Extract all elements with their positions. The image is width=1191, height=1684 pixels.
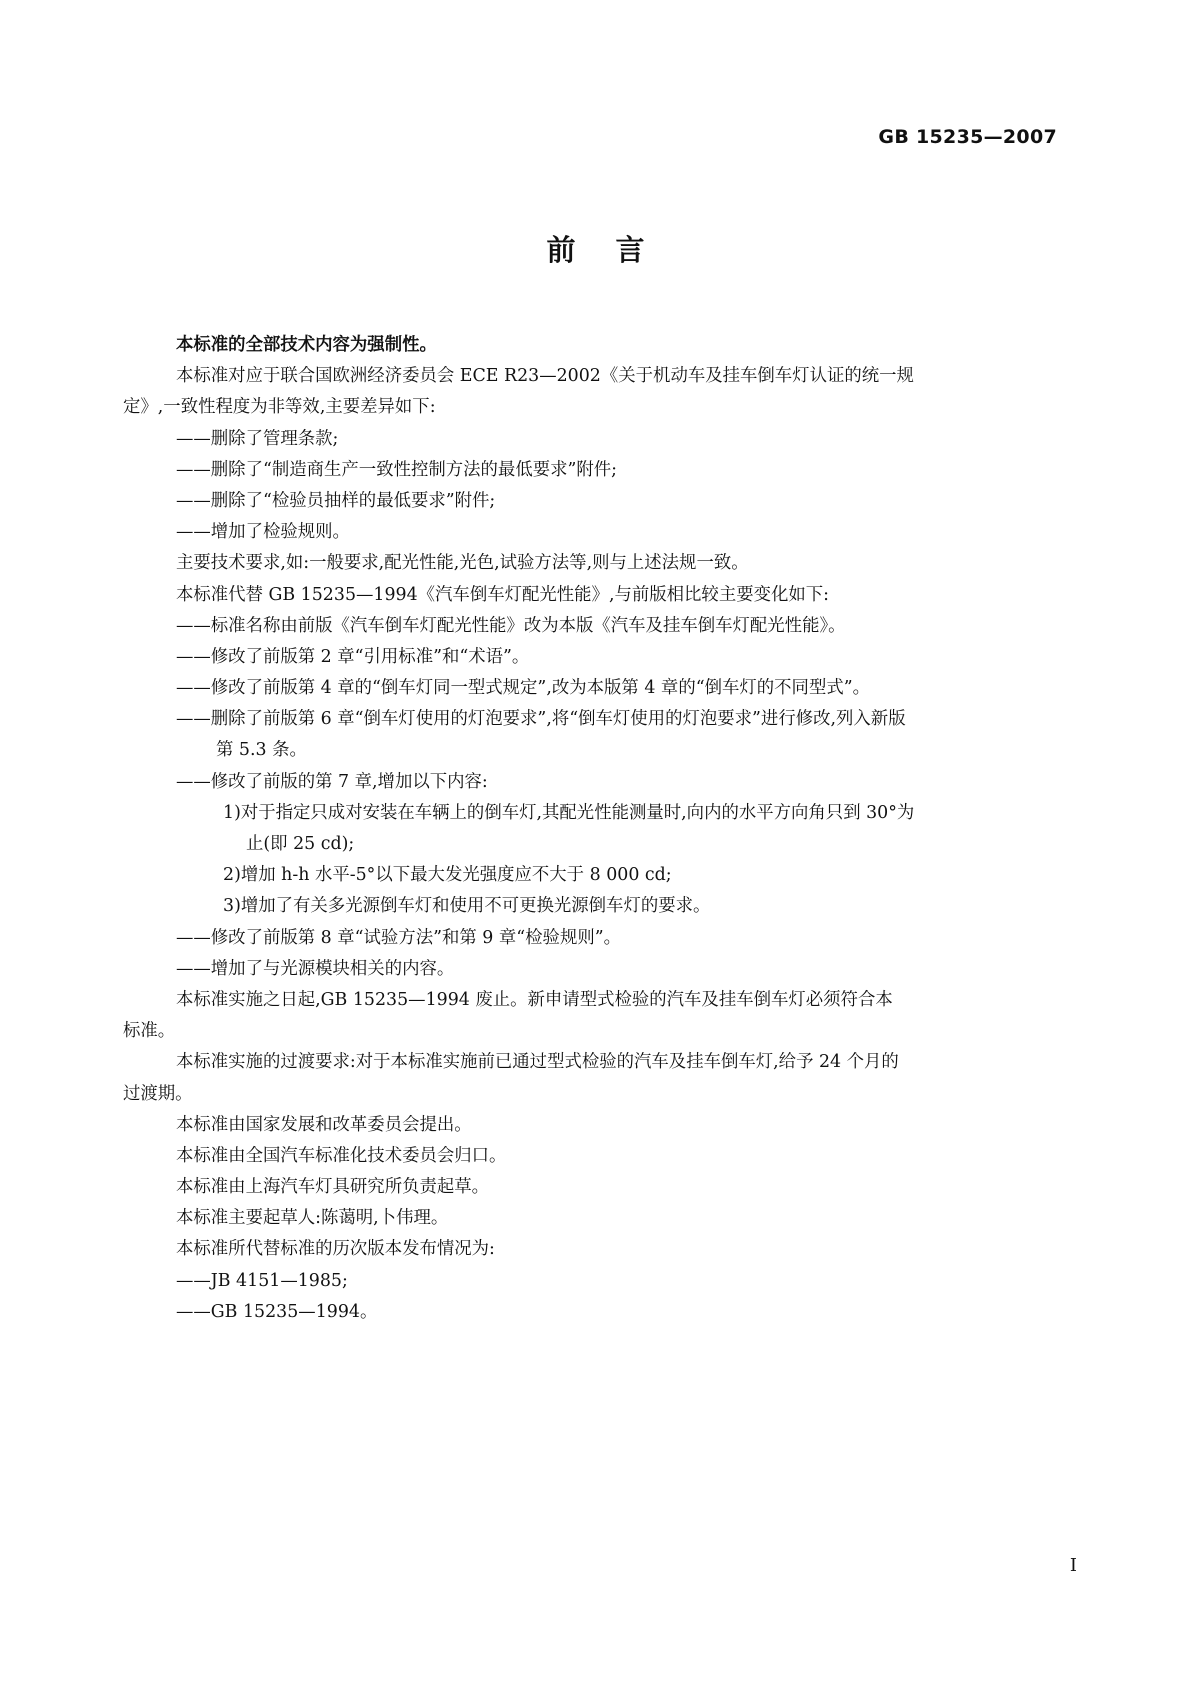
list-item: ——修改了前版的第 7 章,增加以下内容: (176, 771, 488, 792)
paragraph-line: 过渡期。 (123, 1083, 193, 1104)
list-item: ——删除了“检验员抽样的最低要求”附件; (176, 490, 496, 511)
sub-list-item: 3)增加了有关多光源倒车灯和使用不可更换光源倒车灯的要求。 (223, 896, 711, 917)
list-item-continuation: 第 5.3 条。 (216, 740, 307, 761)
list-item: ——修改了前版第 8 章“试验方法”和第 9 章“检验规则”。 (176, 927, 622, 948)
paragraph-line: 主要技术要求,如:一般要求,配光性能,光色,试验方法等,则与上述法规一致。 (176, 553, 749, 574)
list-item: ——标准名称由前版《汽车倒车灯配光性能》改为本版《汽车及挂车倒车灯配光性能》。 (176, 615, 846, 636)
list-item: ——删除了管理条款; (176, 428, 339, 449)
list-item: ——修改了前版第 2 章“引用标准”和“术语”。 (176, 646, 530, 667)
paragraph-line: 本标准的全部技术内容为强制性。 (176, 335, 437, 355)
paragraph-line: 本标准所代替标准的历次版本发布情况为: (176, 1239, 495, 1260)
list-item: ——删除了“制造商生产一致性控制方法的最低要求”附件; (176, 459, 618, 480)
paragraph-line: 本标准实施之日起,GB 15235—1994 废止。新申请型式检验的汽车及挂车倒车灯必须符合本 (176, 989, 893, 1010)
paragraph-line: 标准。 (123, 1021, 176, 1042)
page-title: 前言 (546, 233, 685, 267)
paragraph-line: 本标准由全国汽车标准化技术委员会归口。 (176, 1145, 507, 1166)
list-item: ——JB 4151—1985; (176, 1270, 348, 1291)
sub-list-item: 1)对于指定只成对安装在车辆上的倒车灯,其配光性能测量时,向内的水平方向角只到 30°为 (223, 802, 915, 823)
paragraph-line: 本标准由上海汽车灯具研究所负责起草。 (176, 1177, 490, 1198)
paragraph-line: 定》,一致性程度为非等效,主要差异如下: (123, 397, 436, 418)
paragraph-line: 本标准实施的过渡要求:对于本标准实施前已通过型式检验的汽车及挂车倒车灯,给予 24 个月的 (176, 1052, 899, 1073)
list-item: ——增加了检验规则。 (176, 522, 350, 543)
standard-code: GB 15235—2007 (878, 126, 1057, 148)
list-item: ——GB 15235—1994。 (176, 1301, 378, 1322)
sub-list-item-continuation: 止(即 25 cd); (246, 834, 355, 854)
paragraph-line: 本标准代替 GB 15235—1994《汽车倒车灯配光性能》,与前版相比较主要变化如下: (176, 584, 830, 605)
paragraph-line: 本标准主要起草人:陈蔼明,卜伟理。 (176, 1208, 449, 1229)
sub-list-item: 2)增加 h-h 水平-5°以下最大发光强度应不大于 8 000 cd; (223, 865, 672, 886)
list-item: ——删除了前版第 6 章“倒车灯使用的灯泡要求”,将“倒车灯使用的灯泡要求”进行修改,列入新版 (176, 709, 906, 730)
paragraph-line: 本标准对应于联合国欧洲经济委员会 ECE R23—2002《关于机动车及挂车倒车灯认证的统一规 (176, 366, 914, 387)
list-item: ——修改了前版第 4 章的“倒车灯同一型式规定”,改为本版第 4 章的“倒车灯的不同型式”。 (176, 678, 871, 699)
page-number: I (1069, 1555, 1077, 1576)
document-body (123, 330, 1065, 1328)
list-item: ——增加了与光源模块相关的内容。 (176, 958, 455, 979)
paragraph-line: 本标准由国家发展和改革委员会提出。 (176, 1114, 472, 1135)
